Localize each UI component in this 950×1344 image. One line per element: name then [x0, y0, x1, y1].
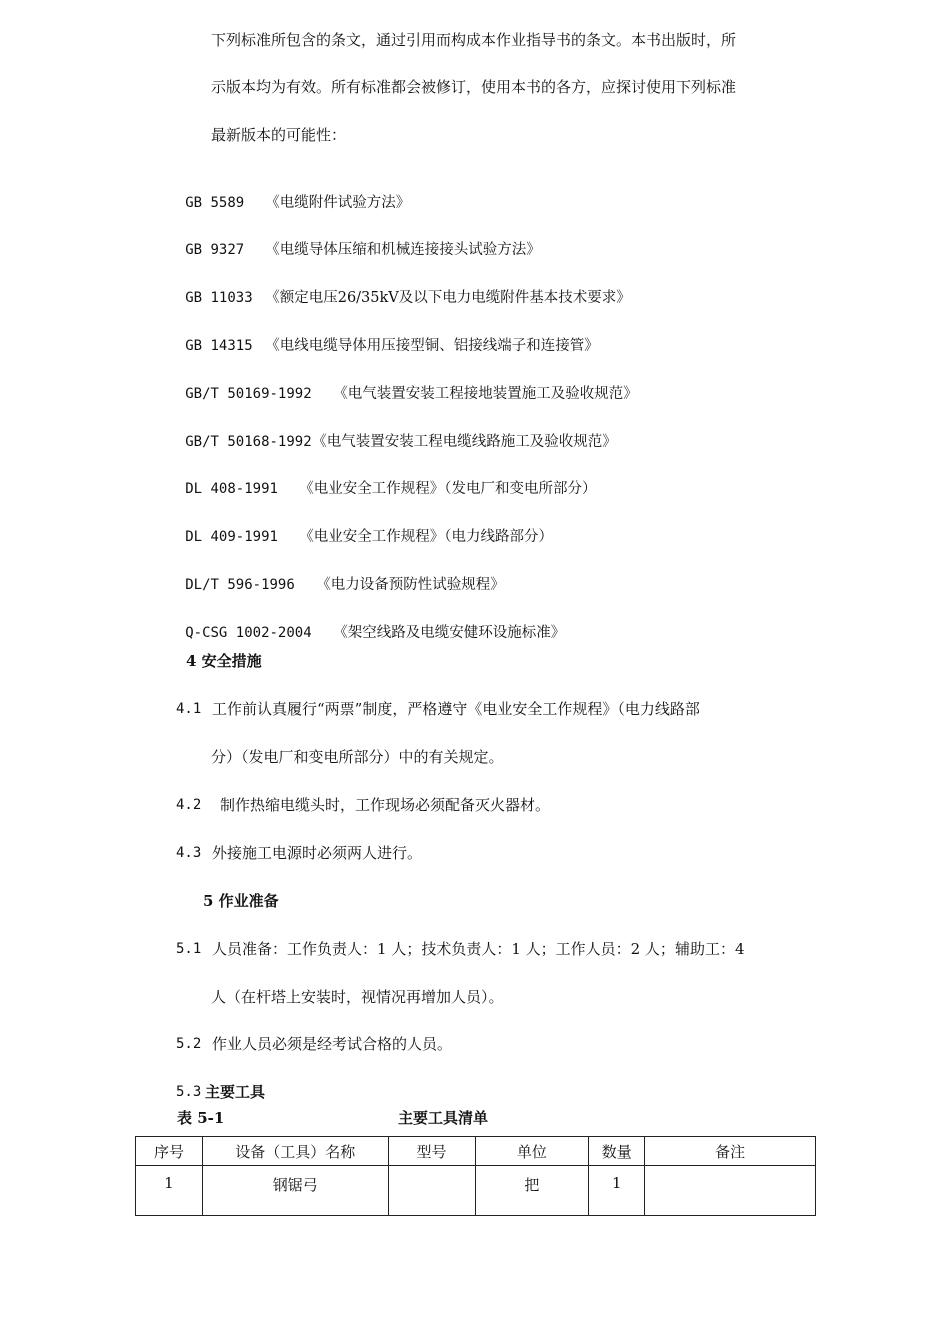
standard-item: [176, 555, 505, 595]
standard-title: 《电线电缆导体用压接型铜、铝接线端子和连接管》: [265, 338, 599, 354]
table-row: [136, 1166, 816, 1216]
standard-code: GB 9327: [185, 242, 245, 258]
standard-code: GB 14315: [185, 338, 253, 354]
standard-title: 《电气装置安装工程电缆线路施工及验收规范》: [312, 434, 617, 450]
standard-code: DL 408-1991: [185, 481, 278, 497]
section-5-heading: 5 作业准备: [203, 892, 279, 910]
item-5-1-line-2: 人（在杆塔上安装时，视情况再增加人员）。: [211, 988, 504, 1006]
standard-title: 《架空线路及电缆安健环设施标准》: [333, 625, 566, 641]
table-cell: 把: [475, 1166, 589, 1216]
standard-title: 《电业安全工作规程》（电力线路部分）: [299, 529, 553, 545]
intro-line-2: 示版本均为有效。所有标准都会被修订，使用本书的各方，应探讨使用下列标准: [211, 78, 737, 96]
standard-item: [176, 507, 553, 547]
standard-item: [176, 412, 617, 452]
standard-item: [176, 603, 565, 643]
item-4-1-line-2: 分）（发电厂和变电所部分）中的有关规定。: [211, 748, 504, 766]
table-label: 表 5-1: [177, 1109, 225, 1127]
standard-title: 《电力设备预防性试验规程》: [316, 577, 505, 593]
table-cell: [388, 1166, 475, 1216]
item-4-2-text: 制作热缩电缆头时，工作现场必须配备灭火器材。: [220, 796, 551, 814]
standard-item: [176, 220, 541, 260]
standard-item: [176, 268, 631, 308]
item-5-2-number: 5.2: [176, 1036, 202, 1052]
item-5-2-text: 作业人员必须是经考试合格的人员。: [212, 1035, 453, 1053]
item-4-1-number: 4.1: [176, 701, 202, 717]
intro-line-3: 最新版本的可能性：: [211, 126, 347, 144]
standard-title: 《电缆导体压缩和机械连接接头试验方法》: [265, 242, 541, 258]
table-title: 主要工具清单: [398, 1109, 489, 1127]
standard-code: Q-CSG 1002-2004: [185, 625, 312, 641]
standard-title: 《电业安全工作规程》（发电厂和变电所部分）: [299, 481, 597, 497]
table-header-cell: 单位: [475, 1137, 589, 1166]
item-4-3-text: 外接施工电源时必须两人进行。: [212, 844, 423, 862]
standard-item: [176, 364, 638, 404]
table-cell: 1: [589, 1166, 645, 1216]
standard-code: DL 409-1991: [185, 529, 278, 545]
item-5-3-text: 主要工具: [205, 1083, 266, 1101]
table-header-cell: 型号: [388, 1137, 475, 1166]
standard-code: GB/T 50169-1992: [185, 386, 312, 402]
standard-item: [176, 459, 596, 499]
item-5-3-number: 5.3: [176, 1084, 202, 1100]
tools-table: [135, 1136, 816, 1216]
table-header-cell: 设备（工具）名称: [202, 1137, 388, 1166]
item-4-2-number: 4.2: [176, 797, 202, 813]
table-cell: [645, 1166, 816, 1216]
item-4-3-number: 4.3: [176, 845, 202, 861]
standard-code: GB/T 50168-1992: [185, 434, 312, 450]
standard-code: GB 5589: [185, 195, 245, 211]
section-4-heading: 4 安全措施: [186, 652, 262, 670]
standard-title: 《额定电压26/35kV及以下电力电缆附件基本技术要求》: [265, 290, 631, 306]
standard-item: [176, 173, 410, 213]
table-header-cell: 序号: [136, 1137, 203, 1166]
table-header-cell: 备注: [645, 1137, 816, 1166]
table-header-row: [136, 1137, 816, 1166]
standard-title: 《电缆附件试验方法》: [265, 195, 411, 211]
table-cell: 1: [136, 1166, 203, 1216]
standard-title: 《电气装置安装工程接地装置施工及验收规范》: [333, 386, 638, 402]
standard-code: GB 11033: [185, 290, 253, 306]
item-4-1-line-1: 工作前认真履行“两票”制度，严格遵守《电业安全工作规程》（电力线路部: [212, 700, 700, 718]
table-header-cell: 数量: [589, 1137, 645, 1166]
item-5-1-number: 5.1: [176, 941, 202, 957]
intro-line-1: 下列标准所包含的条文，通过引用而构成本作业指导书的条文。本书出版时，所: [211, 31, 737, 49]
table-cell: 钢锯弓: [202, 1166, 388, 1216]
standard-code: DL/T 596-1996: [185, 577, 295, 593]
standard-item: [176, 316, 599, 356]
item-5-1-line-1: 人员准备：工作负责人：1 人；技术负责人：1 人；工作人员：2 人；辅助工：4: [212, 940, 745, 958]
